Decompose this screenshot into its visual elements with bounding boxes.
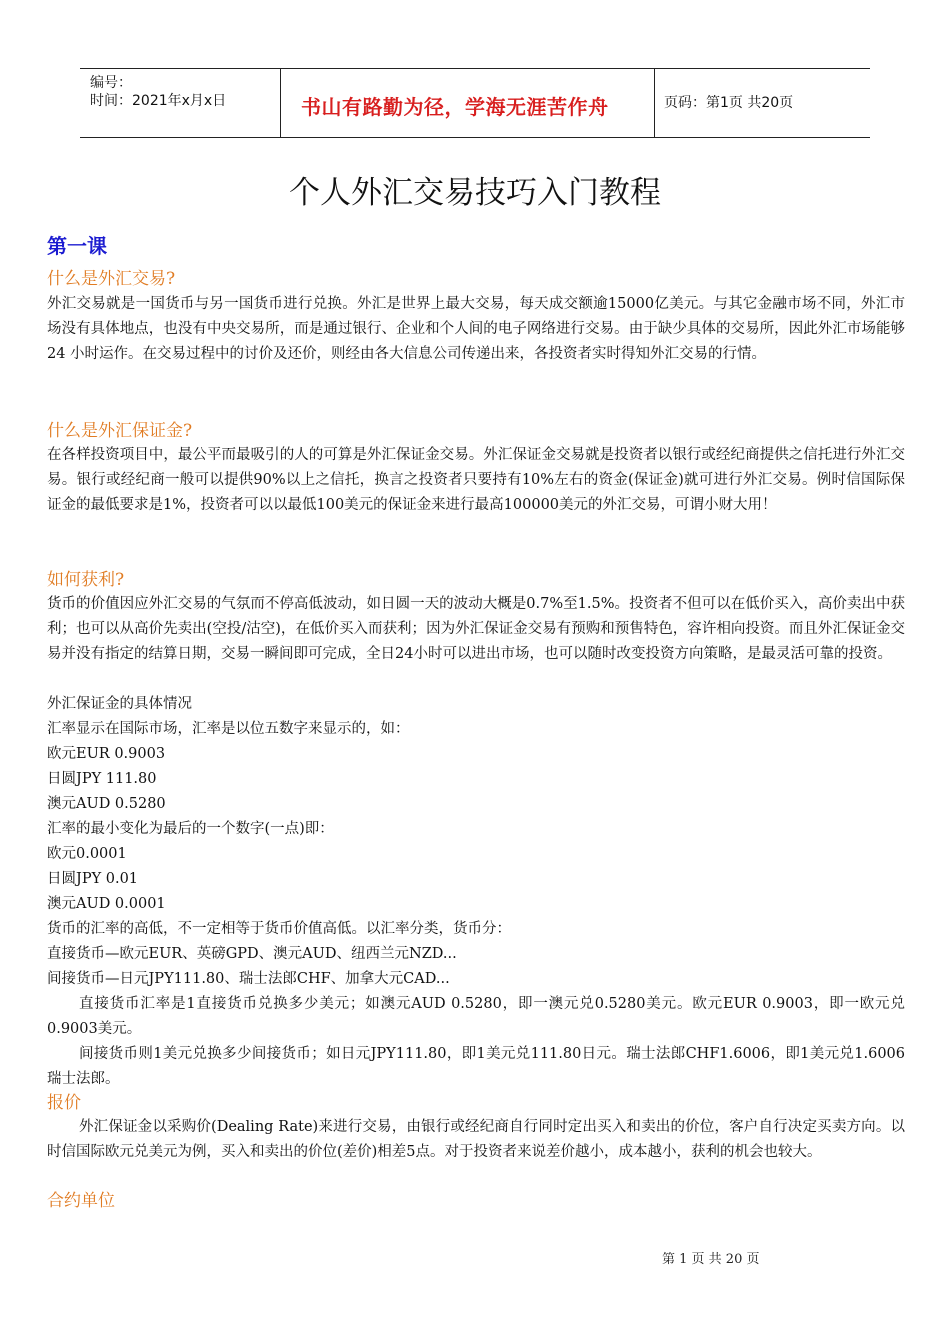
document-title: 个人外汇交易技巧入门教程 (289, 175, 661, 211)
text-line: 汇率显示在国际市场，汇率是以位五数字来显示的，如： (47, 721, 410, 737)
text-line: 直接货币—欧元EUR、英磅GPD、澳元AUD、纽西兰元NZD... (47, 946, 457, 962)
text-line: 欧元0.0001 (47, 846, 127, 862)
time-label: 时间：2021年x月x日 (90, 93, 227, 109)
text-line: 日圆JPY 111.80 (47, 771, 157, 787)
header-meta-cell (80, 69, 280, 137)
page-footer: 第 1 页 共 20 页 (662, 1252, 760, 1267)
text-line: 外汇保证金的具体情况 (47, 696, 192, 712)
text-line: 澳元AUD 0.0001 (47, 896, 166, 912)
page-info: 页码：第1页 共20页 (664, 95, 794, 111)
text-line: 欧元EUR 0.9003 (47, 746, 166, 762)
text-line: 货币的汇率的高低，不一定相等于货币价值高低。以汇率分类，货币分： (47, 921, 511, 937)
lesson-heading: 第一课 (47, 234, 107, 258)
section-title-forex-trading: 什么是外汇交易? (47, 269, 176, 289)
text-line: 汇率的最小变化为最后的一个数字(一点)即： (47, 821, 334, 837)
section-title-quote: 报价 (47, 1093, 81, 1113)
motto: 书山有路勤为径，学海无涯苦作舟 (301, 95, 609, 119)
text-line: 日圆JPY 0.01 (47, 871, 139, 887)
header-table (80, 68, 870, 138)
text-line: 澳元AUD 0.5280 (47, 796, 166, 812)
section-body-profit: 货币的价值因应外汇交易的气氛而不停高低波动，如日圆一天的波动大概是0.7%至1.5%。投资者不但可以在低价买入，高价卖出中获利；也可以从高价先卖出(空投/沽空)，在低价买入而获利；因为外汇保证金交易有预购和预售特色，容许相向投资。而且外汇保证金交易并没有指定的结算日期，交易一瞬间即可完成，全日24小时可以进出市场，也可以随时改变投资方向策略，是最灵活可靠的投资。 (47, 596, 905, 662)
section-title-profit: 如何获利? (47, 570, 125, 590)
text-line: 间接货币—日元JPY111.80、瑞士法郎CHF、加拿大元CAD... (47, 971, 450, 987)
section-title-contract-unit: 合约单位 (47, 1191, 115, 1211)
paragraph-indirect-currency: 间接货币则1美元兑换多少间接货币；如日元JPY111.80，即1美元兑111.80日元。瑞士法郎CHF1.6006，即1美元兑1.6006瑞士法郎。 (47, 1046, 905, 1087)
paragraph-direct-currency: 直接货币汇率是1直接货币兑换多少美元；如澳元AUD 0.5280，即一澳元兑0.5280美元。欧元EUR 0.9003，即一欧元兑 0.9003美元。 (47, 996, 905, 1037)
section-body-forex-trading: 外汇交易就是一国货币与另一国货币进行兑换。外汇是世界上最大交易，每天成交额逾15000亿美元。与其它金融市场不同，外汇市场没有具体地点，也没有中央交易所，而是通过银行、企业和个人间的电子网络进行交易。由于缺少具体的交易所，因此外汇市场能够 24 小时运作。在交易过程中的讨价及还价，则经由各大信息公司传递出来，各投资者实时得知外汇交易的行情。 (47, 296, 905, 362)
section-title-margin: 什么是外汇保证金? (47, 421, 193, 441)
number-label: 编号： (90, 75, 132, 91)
section-body-quote: 外汇保证金以采购价(Dealing Rate)来进行交易，由银行或经纪商自行同时定出买入和卖出的价位，客户自行决定买卖方向。以时信国际欧元兑美元为例，买入和卖出的价位(差价)相差5点。对于投资者来说差价越小，成本越小，获利的机会也较大。 (47, 1119, 905, 1160)
section-body-margin: 在各样投资项目中，最公平而最吸引的人的可算是外汇保证金交易。外汇保证金交易就是投资者以银行或经纪商提供之信托进行外汇交易。银行或经纪商一般可以提供90%以上之信托，换言之投资者只要持有10%左右的资金(保证金)就可进行外汇交易。例时信国际保证金的最低要求是1%，投资者可以以最低100美元的保证金来进行最高100000美元的外汇交易，可谓小财大用！ (47, 447, 905, 513)
header-page-cell (654, 69, 870, 137)
header-motto-cell (280, 69, 655, 137)
